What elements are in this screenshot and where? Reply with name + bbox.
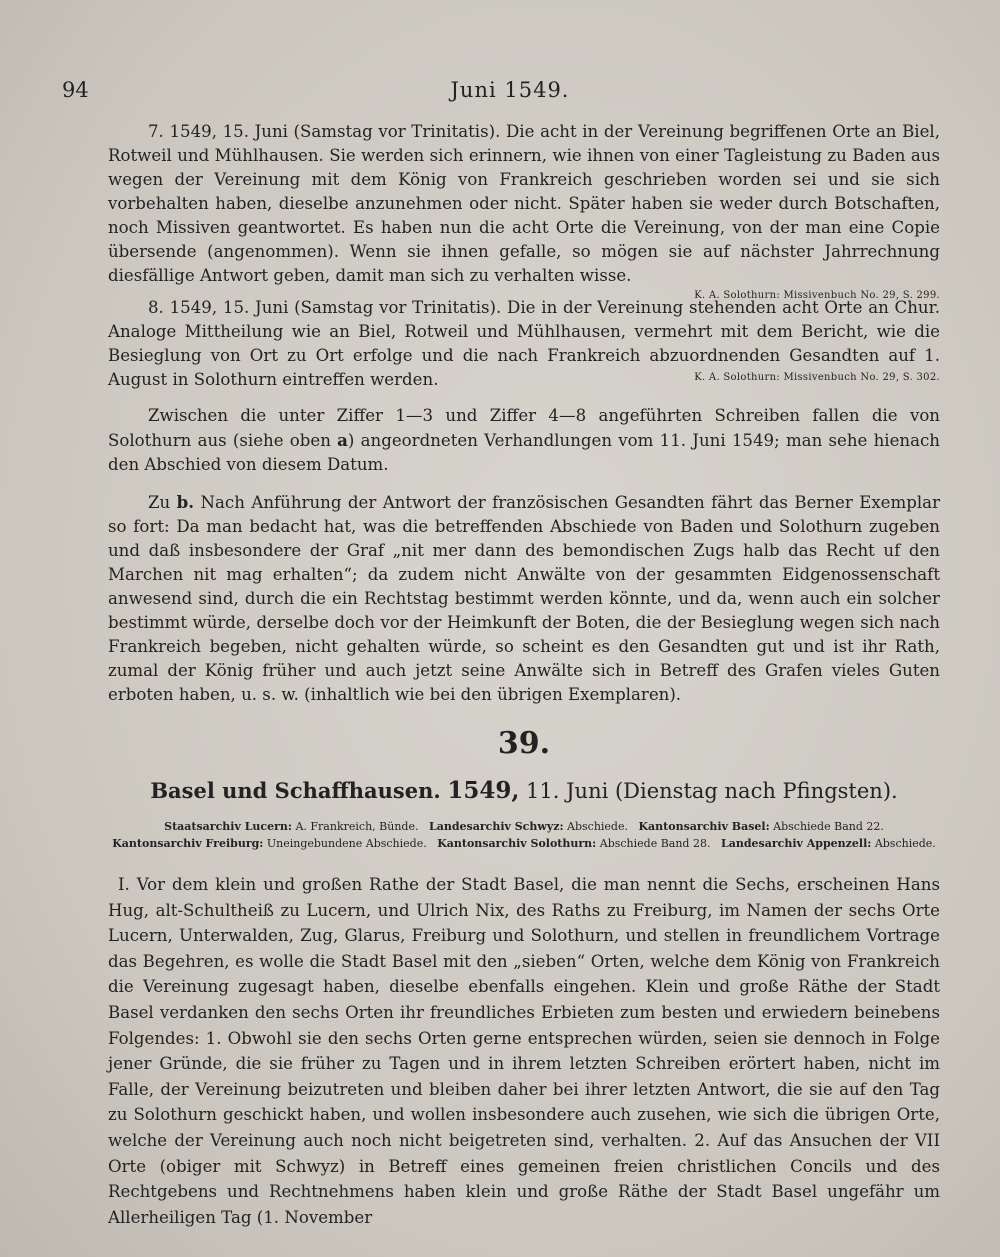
between-note-before: Zwischen die unter Ziffer 1—3 und Ziffer 4—8 angeführten Schreiben fallen die von Solothurn aus (siehe oben <box>108 406 940 450</box>
document-7-text: 7. 1549, 15. Juni (Samstag vor Trinitatis). Die acht in der Vereinung begriffenen Orte an Biel, Rotweil und Mühlhausen. Sie werden sich erinnern, wie ihnen von einer Tagleistung zu Baden aus wegen der Vereinung mit dem König von Frankreich geschrieben worden sei und sie sich vorbehalten haben, dieselbe anzunehmen oder nicht. Später haben sie weder durch Botschaften, noch Missiven geantwortet. Es haben nun die acht Orte die Vereinung, von der man eine Copie übersende (angenommen). Wenn sie ihnen gefalle, so mögen sie auf nächster Jahrrechnung diesfällige Antwort geben, damit man sich zu verhalten wisse. <box>108 122 940 285</box>
archive-detail: Uneingebundene Abschiede. <box>266 837 427 850</box>
document-8-text: 8. 1549, 15. Juni (Samstag vor Trinitatis). Die in der Vereinung stehenden acht Orte an Chur. Analoge Mittheilung wie an Biel, Rotweil und Mühlhausen, vermehrt mit dem Bericht, wie die Besieglung von Ort zu Ort erfolge und die nach Frankreich abzuordnenden Gesandten auf 1. August in Solothurn eintreffen werden. <box>108 298 940 389</box>
archive-list <box>108 818 940 852</box>
section-1 <box>108 872 940 1230</box>
zu-b-text <box>108 490 940 707</box>
between-note-text <box>108 404 940 477</box>
between-note-letter: a <box>337 430 348 450</box>
entry-heading <box>108 726 940 852</box>
page-header <box>60 78 960 108</box>
between-note-after: ) angeordneten Verhandlungen vom 11. Juni 1549; man sehe hienach den Abschied von diesem Datum. <box>108 431 940 474</box>
archive-detail: A. Frankreich, Bünde. <box>295 820 419 833</box>
between-note <box>108 404 940 477</box>
archive-detail: Abschiede. <box>567 820 628 833</box>
entry-places: Basel und Schaffhausen. <box>150 778 441 803</box>
zu-b-body: Nach Anführung der Antwort der französischen Gesandten fährt das Berner Exemplar so fort: Da man bedacht hat, was die betreffenden Abschiede von Baden und Solothurn zugeben und daß insbesondere der Graf „nit mer dann des bemondischen Zugs halb das Recht uf den Marchen nit mag erhalten“; da zudem nicht Anwälte von der gesammten Eidgenossenschaft anwesend sind, durch die ein Rechtstag bestimmt werden könnte, und da, wenn auch ein solcher bestimmt würde, derselbe doch vor der Heimkunft der Boten, die der Besieglung wegen sich nach Frankreich begeben, nicht gehalten würde, so scheint es den Gesandten gut und ist ihr Rath, zumal der König früher und auch jetzt seine Anwälte sich in Betreff des Grafen vieles Guten erboten haben, u. s. w. (inhaltlich wie bei den übrigen Exemplaren). <box>108 493 940 704</box>
page-number: 94 <box>62 78 89 102</box>
archive-name: Kantonsarchiv Basel: <box>638 820 770 833</box>
entry-date: 11. Juni (Dienstag nach Pfingsten). <box>519 779 898 803</box>
zu-b-letter: b. <box>176 492 195 512</box>
archive-name: Landesarchiv Appenzell: <box>720 837 872 850</box>
archive-detail: Abschiede Band 22. <box>773 820 884 833</box>
archive-detail: Abschiede. <box>874 837 936 850</box>
section-1-text: I. Vor dem klein und großen Rathe der Stadt Basel, die man nennt die Sechs, erscheinen Hans Hug, alt-Schultheiß zu Lucern, und Ulrich Nix, des Raths zu Freiburg, im Namen der sechs Orte Lucern, Unterwalden, Zug, Glarus, Freiburg und Solothurn, und stellen in freundlichem Vortrage das Begehren, es wolle die Stadt Basel mit den „sieben“ Orten, welche dem König von Frankreich die Vereinung zugesagt haben, dieselbe ebenfalls eingehen. Klein und große Räthe der Stadt Basel verdanken den sechs Orten ihr freundliches Erbieten zum besten und erwiedern beinebens Folgendes: 1. Obwohl sie den sechs Orten gerne entsprechen würden, seien sie dennoch in Folge jener Gründe, die sie früher zu Tagen und in ihrem letzten Schreiben erörtert haben, nicht im Falle, der Vereinung beizutreten und bleiben daher bei ihrer letzten Antwort, die sie auf den Tag zu Solothurn geschickt haben, und wollen insbesondere auch zusehen, wie sich die übrigen Orte, welche der Vereinung auch noch nicht beigetreten sind, verhalten. 2. Auf das Ansuchen der VII Orte (obiger mit Schwyz) in Betreff eines gemeinen freien christlichen Concils und des Rechtgebens und Rechtnehmens haben klein und große Räthe der Stadt Basel ungefähr um Allerheiligen Tag (1. November <box>108 875 940 1227</box>
archive-name: Kantonsarchiv Freiburg: <box>112 837 264 850</box>
running-title: Juni 1549. <box>450 78 570 102</box>
archive-name: Staatsarchiv Lucern: <box>164 820 292 833</box>
document-7-source: K. A. Solothurn: Missivenbuch No. 29, S. 299. <box>694 290 940 301</box>
document-8-source: K. A. Solothurn: Missivenbuch No. 29, S. 302. <box>694 372 940 383</box>
entry-number: 39. <box>497 726 551 761</box>
archive-line-1 <box>108 818 940 835</box>
zu-b-paragraph <box>108 490 940 707</box>
entry-year: 1549, <box>447 777 520 804</box>
entry-title <box>108 777 940 804</box>
document-7 <box>108 120 940 301</box>
archive-detail: Abschiede Band 28. <box>599 837 711 850</box>
archive-name: Kantonsarchiv Solothurn: <box>437 837 597 850</box>
archive-name: Landesarchiv Schwyz: <box>428 820 564 833</box>
archive-line-2 <box>108 835 940 852</box>
zu-b-prefix: Zu <box>148 493 177 512</box>
document-8 <box>108 296 940 389</box>
